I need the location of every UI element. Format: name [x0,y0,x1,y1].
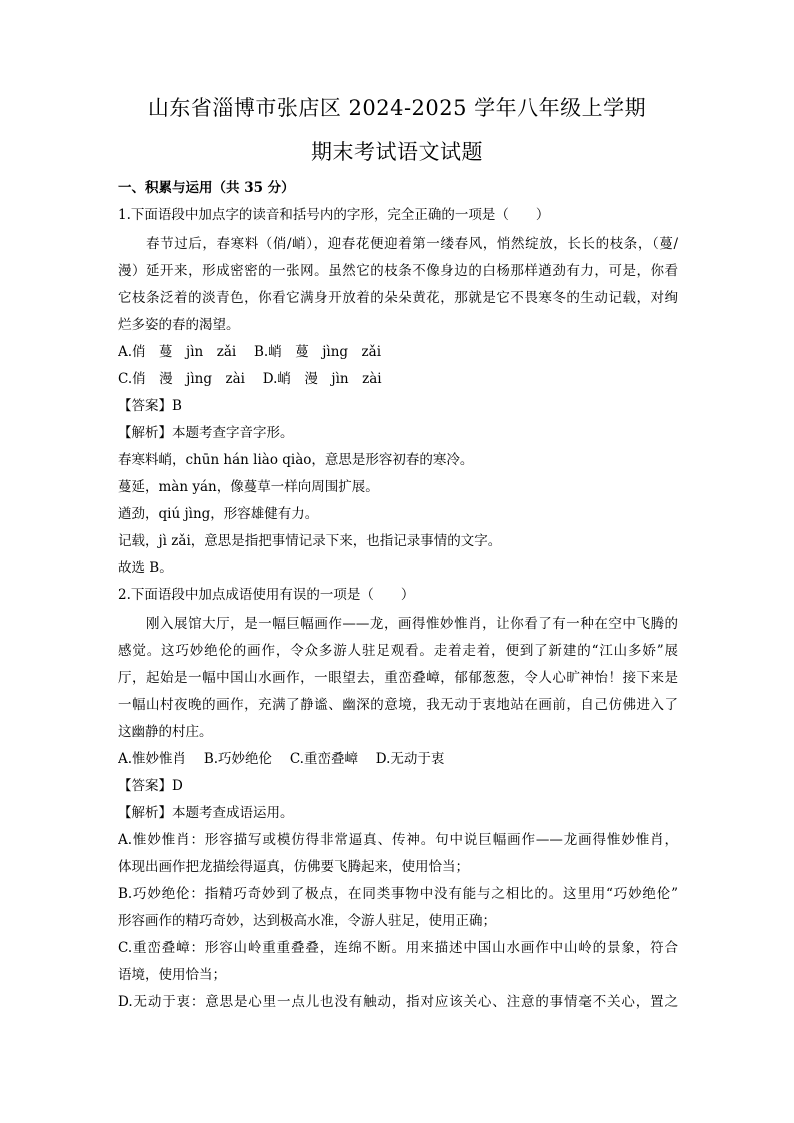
question-2-analysis-line: C.重峦叠嶂：形容山岭重重叠叠，连绵不断。用来描述中国山水画作中山岭的景象，符合 [118,940,678,956]
question-1-analysis-line: 故选 B。 [118,560,173,576]
document-title-line-1: 山东省淄博市张店区 2024-2025 学年八年级上学期 [147,96,647,120]
question-1-stem: 1.下面语段中加点字的读音和括号内的字形，完全正确的一项是（ ） [118,207,550,223]
question-1-options-line-2: C.俏 漫 jìng zài D.峭 漫 jìn zài [118,371,382,387]
question-2-analysis-line: 语境，使用恰当； [118,967,226,983]
question-1-passage-line: 它枝条泛着的淡青色，你看它满身开放着的朵朵黄花，那就是它不畏寒冬的生动记载，对绚 [118,290,678,306]
question-1-analysis-line: 【解析】本题考查字音字形。 [118,425,294,441]
question-1-analysis-line: 记载，jì zǎi，意思是指把事情记录下来，也指记录事情的文字。 [118,533,502,549]
question-1-passage-line: 春节过后，春寒料（俏/峭），迎春花便迎着第一缕春风，悄然绽放，长长的枝条，（蔓/ [146,236,678,252]
question-2-passage-line: 刚入展馆大厅，是一幅巨幅画作——龙，画得惟妙惟肖，让你看了有一种在空中飞腾的 [146,616,678,632]
question-1-analysis-line: 蔓延，màn yán，像蔓草一样向周围扩展。 [118,479,379,495]
question-1-analysis-line: 遒劲，qiú jìng，形容雄健有力。 [118,506,319,522]
question-2-stem: 2.下面语段中加点成语使用有误的一项是（ ） [118,587,415,603]
question-2-analysis-line: 形容画作的精巧奇妙，达到极高水准，令游人驻足，使用正确； [118,913,496,929]
question-2-options: A.惟妙惟肖 B.巧妙绝伦 C.重峦叠嶂 D.无动于衷 [118,751,445,767]
question-2-analysis-line: 体现出画作把龙描绘得逼真，仿佛要飞腾起来，使用恰当； [118,859,469,875]
question-2-analysis-line: A.惟妙惟肖：形容描写或模仿得非常逼真、传神。句中说巨幅画作——龙画得惟妙惟肖， [118,832,678,848]
question-2-passage-line: 一幅山村夜晚的画作，充满了静谧、幽深的意境，我无动于衷地站在画前，自己仿佛进入了 [118,697,678,713]
question-2-passage-line: 感觉。这巧妙绝伦的画作，令众多游人驻足观看。走着走着，便到了新建的“江山多娇”展 [118,643,678,659]
question-2-analysis-line: B.巧妙绝伦：指精巧奇妙到了极点，在同类事物中没有能与之相比的。这里用“巧妙绝伦” [118,886,678,902]
section-heading: 一、积累与运用（共 35 分） [118,180,295,196]
question-1-passage-line: 烂多姿的春的渴望。 [118,317,240,333]
question-1-options-line-1: A.俏 蔓 jìn zǎi B.峭 蔓 jìng zǎi [118,344,382,360]
document-title-line-2: 期末考试语文试题 [311,140,483,164]
question-1-answer: 【答案】B [118,398,182,414]
question-2-passage-line: 厅，起始是一幅中国山水画作，一眼望去，重峦叠嶂，郁郁葱葱，令人心旷神怡！接下来是 [118,670,678,686]
question-2-answer: 【答案】D [118,778,183,794]
question-2-passage-line: 这幽静的村庄。 [118,724,213,740]
question-1-analysis-line: 春寒料峭，chūn hán liào qiào，意思是形容初春的寒冷。 [118,452,474,468]
question-2-analysis-line: 【解析】本题考查成语运用。 [118,805,294,821]
question-1-passage-line: 漫）延开来，形成密密的一张网。虽然它的枝条不像身边的白杨那样遒劲有力，可是，你看 [118,263,678,279]
question-2-analysis-line: D.无动于衷：意思是心里一点儿也没有触动，指对应该关心、注意的事情毫不关心，置之 [118,994,678,1010]
